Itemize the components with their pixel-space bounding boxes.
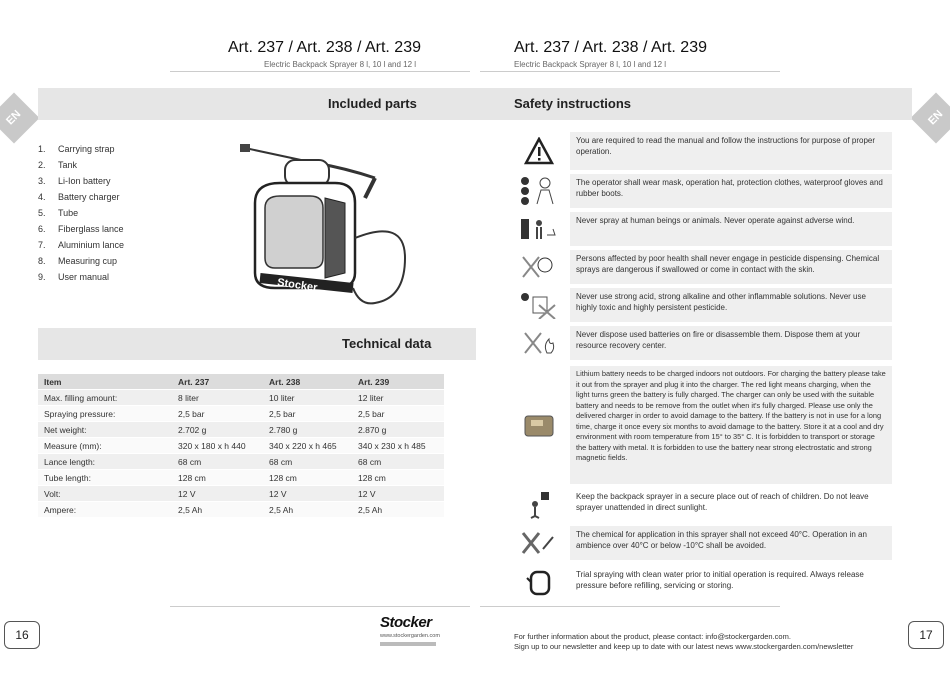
no-spray-people-icon bbox=[508, 212, 570, 246]
list-item: 5. Tube bbox=[38, 208, 79, 218]
footer-brand-bar bbox=[380, 642, 436, 646]
language-tag-right: EN bbox=[911, 93, 950, 144]
footer-newsletter-info: Sign up to our newsletter and keep up to date with our latest news www.stockergarden.com/newsletter bbox=[514, 642, 854, 651]
safety-item: You are required to read the manual and follow the instructions for purpose of proper operation. bbox=[508, 132, 892, 170]
table-row: Ampere: 2,5 Ah 2,5 Ah 2,5 Ah bbox=[38, 502, 444, 518]
safety-item: Lithium battery needs to be charged indoors not outdoors. For charging the battery please take it out from the sprayer and plug it into the charger. The red light means charging, when the light turns green the battery is fully charged. The charger can only be used with the suitable battery and needs to be remove from the outlet when it's fully charged. Please use only the delivered charger in order to avoid damage to the battery. If the battery is not in use for a long time, charge it once every six months to avoid damage to the battery. Store it at a cool and dry environment with room temperature from 15° to 35° C. It is forbidden to transport or storage the battery with metal. It is forbidden to use the battery near strong electrostatic and strong magnetic fields. bbox=[508, 366, 892, 484]
left-page-subtitle: Electric Backpack Sprayer 8 l, 10 l and 12 l bbox=[264, 60, 417, 69]
battery-icon bbox=[508, 366, 570, 484]
list-item: 9. User manual bbox=[38, 272, 110, 282]
safety-item: Trial spraying with clean water prior to initial operation is required. Always release pressure before refilling, servicing or storing. bbox=[508, 566, 892, 600]
right-page-subtitle: Electric Backpack Sprayer 8 l, 10 l and 12 l bbox=[514, 60, 667, 69]
table-row: Tube length: 128 cm 128 cm 128 cm bbox=[38, 470, 444, 486]
safety-item: Never dispose used batteries on fire or disassemble them. Dispose them at your resource recovery center. bbox=[508, 326, 892, 360]
table-header-row: Item Art. 237 Art. 238 Art. 239 bbox=[38, 374, 444, 390]
table-row: Spraying pressure: 2,5 bar 2,5 bar 2,5 bar bbox=[38, 406, 444, 422]
footer-divider-right bbox=[480, 606, 780, 607]
section-band bbox=[38, 88, 912, 120]
list-item: 4. Battery charger bbox=[38, 192, 120, 202]
list-item: 7. Aluminium lance bbox=[38, 240, 125, 250]
child-safety-icon bbox=[508, 488, 570, 522]
safety-item: Keep the backpack sprayer in a secure place out of reach of children. Do not leave sprayer unattended in direct sunlight. bbox=[508, 488, 892, 522]
footer-brand-url: www.stockergarden.com bbox=[380, 633, 440, 639]
list-item: 6. Fiberglass lance bbox=[38, 224, 124, 234]
safety-instructions-title: Safety instructions bbox=[514, 96, 632, 111]
left-header-divider bbox=[170, 71, 470, 72]
footer-divider-left bbox=[170, 606, 470, 607]
safety-item: The operator shall wear mask, operation hat, protection clothes, waterproof gloves and rubber boots. bbox=[508, 174, 892, 208]
left-page-title: Art. 237 / Art. 238 / Art. 239 bbox=[228, 39, 421, 56]
included-parts-title: Included parts bbox=[328, 96, 417, 111]
warning-icon bbox=[508, 132, 570, 170]
table-row: Volt: 12 V 12 V 12 V bbox=[38, 486, 444, 502]
language-tag-left: EN bbox=[0, 93, 39, 144]
page-number-right: 17 bbox=[908, 621, 944, 649]
clean-water-icon bbox=[508, 566, 570, 600]
table-row: Measure (mm): 320 x 180 x h 440 340 x 220 x h 465 340 x 230 x h 485 bbox=[38, 438, 444, 454]
table-row: Net weight: 2.702 g 2.780 g 2.870 g bbox=[38, 422, 444, 438]
safety-item: Never spray at human beings or animals. Never operate against adverse wind. bbox=[508, 212, 892, 246]
safety-item: Never use strong acid, strong alkaline and other inflammable solutions. Never use highly toxic and highly persistent pesticide. bbox=[508, 288, 892, 322]
backpack-sprayer-image bbox=[235, 138, 425, 318]
technical-data-title: Technical data bbox=[342, 336, 432, 351]
no-acid-icon bbox=[508, 288, 570, 322]
list-item: 2. Tank bbox=[38, 160, 78, 170]
list-item: 3. Li-Ion battery bbox=[38, 176, 111, 186]
safety-item: Persons affected by poor health shall never engage in pesticide dispensing. Chemical sprays are dangerous if swallowed or come in contact with the skin. bbox=[508, 250, 892, 284]
safety-item: The chemical for application in this sprayer shall not exceed 40°C. Operation in an ambience over 40°C or below -10°C shall be avoided. bbox=[508, 526, 892, 560]
list-item: 1. Carrying strap bbox=[38, 144, 115, 154]
right-page-title: Art. 237 / Art. 238 / Art. 239 bbox=[514, 39, 707, 56]
table-row: Max. filling amount: 8 liter 10 liter 12 liter bbox=[38, 390, 444, 406]
no-fire-battery-icon bbox=[508, 326, 570, 360]
list-item: 8. Measuring cup bbox=[38, 256, 118, 266]
health-warning-icon bbox=[508, 250, 570, 284]
technical-data-table bbox=[38, 374, 444, 518]
temperature-icon bbox=[508, 526, 570, 560]
page-number-left: 16 bbox=[4, 621, 40, 649]
included-parts-list bbox=[38, 144, 124, 288]
table-row: Lance length: 68 cm 68 cm 68 cm bbox=[38, 454, 444, 470]
footer-brand-logo: Stocker bbox=[380, 614, 432, 631]
footer-contact-info: For further information about the product, please contact: info@stockergarden.com. bbox=[514, 632, 791, 641]
sprayer-brand-logo: Stocker bbox=[276, 276, 319, 295]
protective-gear-icon bbox=[508, 174, 570, 208]
right-header-divider bbox=[480, 71, 780, 72]
